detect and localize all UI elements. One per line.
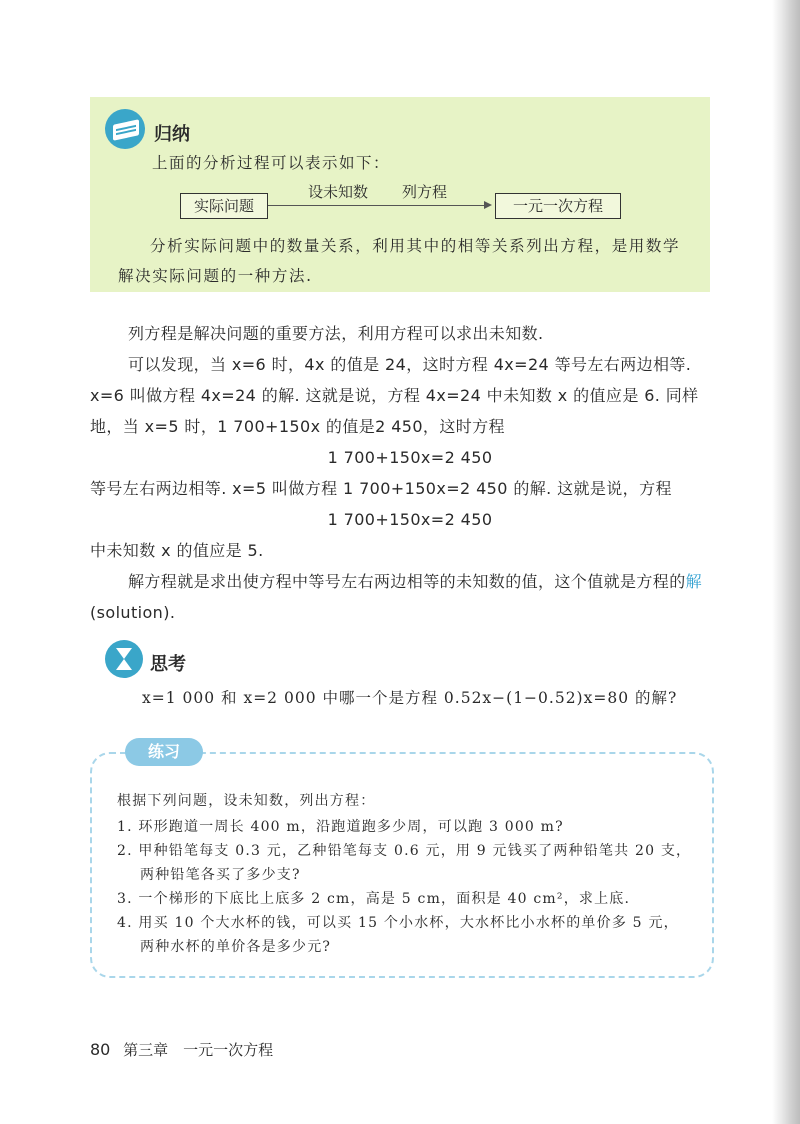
paragraph-5-text: 解方程就是求出使方程中等号左右两边相等的未知数的值，这个值就是方程的 xyxy=(128,572,686,591)
exercise-item-2: 2. 甲种铅笔每支 0.3 元，乙种铅笔每支 0.6 元，用 9 元钱买了两种铅笔共 20 支， xyxy=(117,843,692,859)
book-icon xyxy=(105,109,145,149)
exercise-item-1: 1. 环形跑道一周长 400 m，沿跑道跑多少周，可以跑 3 000 m? xyxy=(117,819,564,835)
chapter-title: 第三章 一元一次方程 xyxy=(123,1041,274,1059)
main-text xyxy=(90,318,730,628)
exercise-item-2-cont: 两种铅笔各买了多少支? xyxy=(140,867,301,883)
term-solution: 解 xyxy=(685,572,703,591)
hourglass-icon xyxy=(105,640,143,678)
equation-1: 1 700+150x=2 450 xyxy=(327,448,493,467)
paragraph-4: 中未知数 x 的值应是 5. xyxy=(90,541,264,560)
equation-2: 1 700+150x=2 450 xyxy=(327,510,493,529)
exercise-item-4: 4. 用买 10 个大水杯的钱，可以买 15 个小水杯，大水杯比小水杯的单价多 5 元， xyxy=(117,915,679,931)
summary-box xyxy=(90,97,710,292)
summary-intro: 上面的分析过程可以表示如下： xyxy=(152,154,391,172)
exercise-intro: 根据下列问题，设未知数，列出方程： xyxy=(117,793,376,809)
summary-body: 分析实际问题中的数量关系，利用其中的相等关系列出方程，是用数学解决实际问题的一种方法. xyxy=(118,237,681,285)
flow-arrow xyxy=(268,205,490,206)
exercise-item-3: 3. 一个梯形的下底比上底多 2 cm，高是 5 cm，面积是 40 cm²，求上底. xyxy=(117,891,631,907)
paragraph-2: 可以发现，当 x=6 时，4x 的值是 24，这时方程 4x=24 等号左右两边相等. x=6 叫做方程 4x=24 的解. 这就是说，方程 4x=24 中未知数 x 的值应是 6. 同样地，当 x=5 时，1 700+150x 的值是2 450，这时方程 xyxy=(90,355,699,436)
paragraph-3: 等号左右两边相等. x=5 叫做方程 1 700+150x=2 450 的解. 这就是说，方程 xyxy=(90,479,672,498)
summary-title: 归纳 xyxy=(154,124,190,145)
page-number: 80 xyxy=(90,1040,111,1059)
page-shadow xyxy=(772,0,800,1124)
flow-box-linear-equation: 一元一次方程 xyxy=(495,193,621,219)
flow-label-form-equation: 列方程 xyxy=(402,183,448,201)
think-question: x=1 000 和 x=2 000 中哪一个是方程 0.52x−(1−0.52)x=80 的解? xyxy=(142,689,678,707)
exercise-item-4-cont: 两种水杯的单价各是多少元? xyxy=(140,939,332,955)
flow-box-real-problem: 实际问题 xyxy=(180,193,268,219)
exercise-list xyxy=(117,815,697,959)
paragraph-5-english: (solution). xyxy=(90,603,176,622)
page-footer xyxy=(90,1039,273,1060)
exercise-tab: 练习 xyxy=(125,738,203,766)
flow-label-set-unknown: 设未知数 xyxy=(308,183,369,201)
think-title: 思考 xyxy=(150,654,186,675)
paragraph-1: 列方程是解决问题的重要方法，利用方程可以求出未知数. xyxy=(128,324,544,343)
paragraph-5 xyxy=(90,566,730,628)
